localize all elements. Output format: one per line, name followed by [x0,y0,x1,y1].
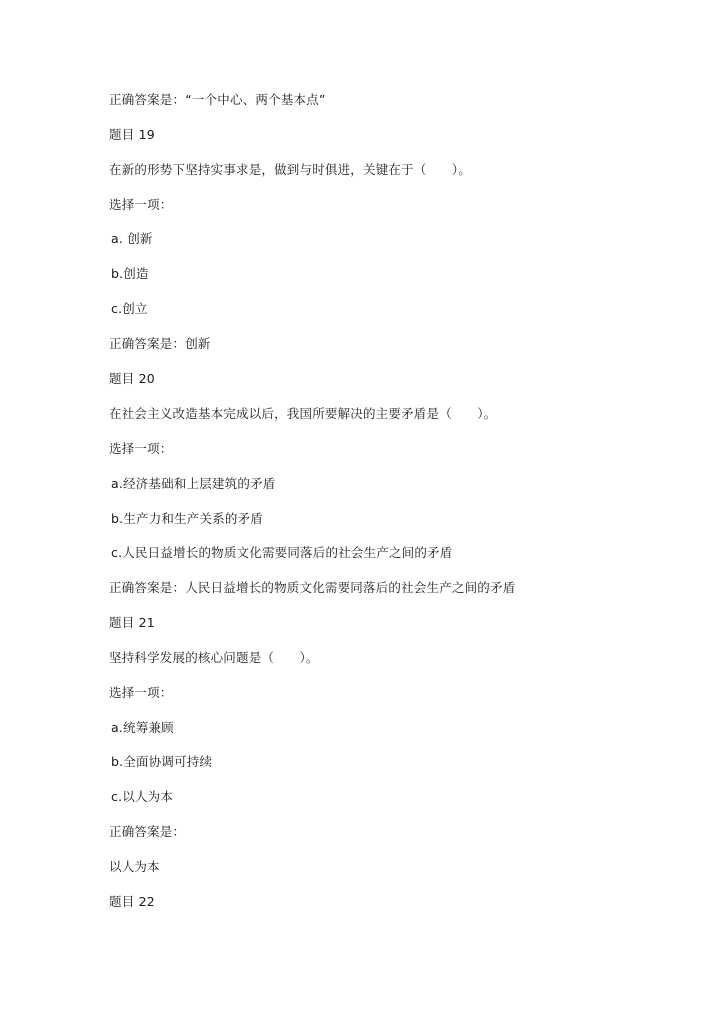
option-b: b.创造 [111,266,149,281]
question-text: 在社会主义改造基本完成以后，我国所要解决的主要矛盾是（ ）。 [109,406,497,421]
answer-line: 正确答案是：创新 [109,336,211,351]
choice-prompt: 选择一项： [109,441,173,456]
answer-line: 正确答案是：“一个中心、两个基本点” [109,92,326,107]
question-number: 题目 22 [109,894,155,909]
question-number: 题目 20 [109,371,155,386]
option-c: c.创立 [111,301,148,316]
option-b: b.全面协调可持续 [111,754,213,769]
question-text: 在新的形势下坚持实事求是，做到与时俱进，关键在于（ ）。 [109,162,472,177]
question-number: 题目 21 [109,615,155,630]
choice-prompt: 选择一项： [109,685,173,700]
option-a: a. 创新 [111,231,153,246]
answer-value: 以人为本 [109,859,160,874]
question-number: 题目 19 [109,127,155,142]
question-text: 坚持科学发展的核心问题是（ ）。 [109,650,319,665]
choice-prompt: 选择一项： [109,197,173,212]
option-b: b.生产力和生产关系的矛盾 [111,511,264,526]
option-c: c.人民日益增长的物质文化需要同落后的社会生产之间的矛盾 [111,545,453,560]
option-a: a.经济基础和上层建筑的矛盾 [111,476,276,491]
answer-line: 正确答案是： [109,824,186,839]
answer-line: 正确答案是：人民日益增长的物质文化需要同落后的社会生产之间的矛盾 [109,580,516,595]
option-a: a.统筹兼顾 [111,720,174,735]
option-c: c.以人为本 [111,789,174,804]
